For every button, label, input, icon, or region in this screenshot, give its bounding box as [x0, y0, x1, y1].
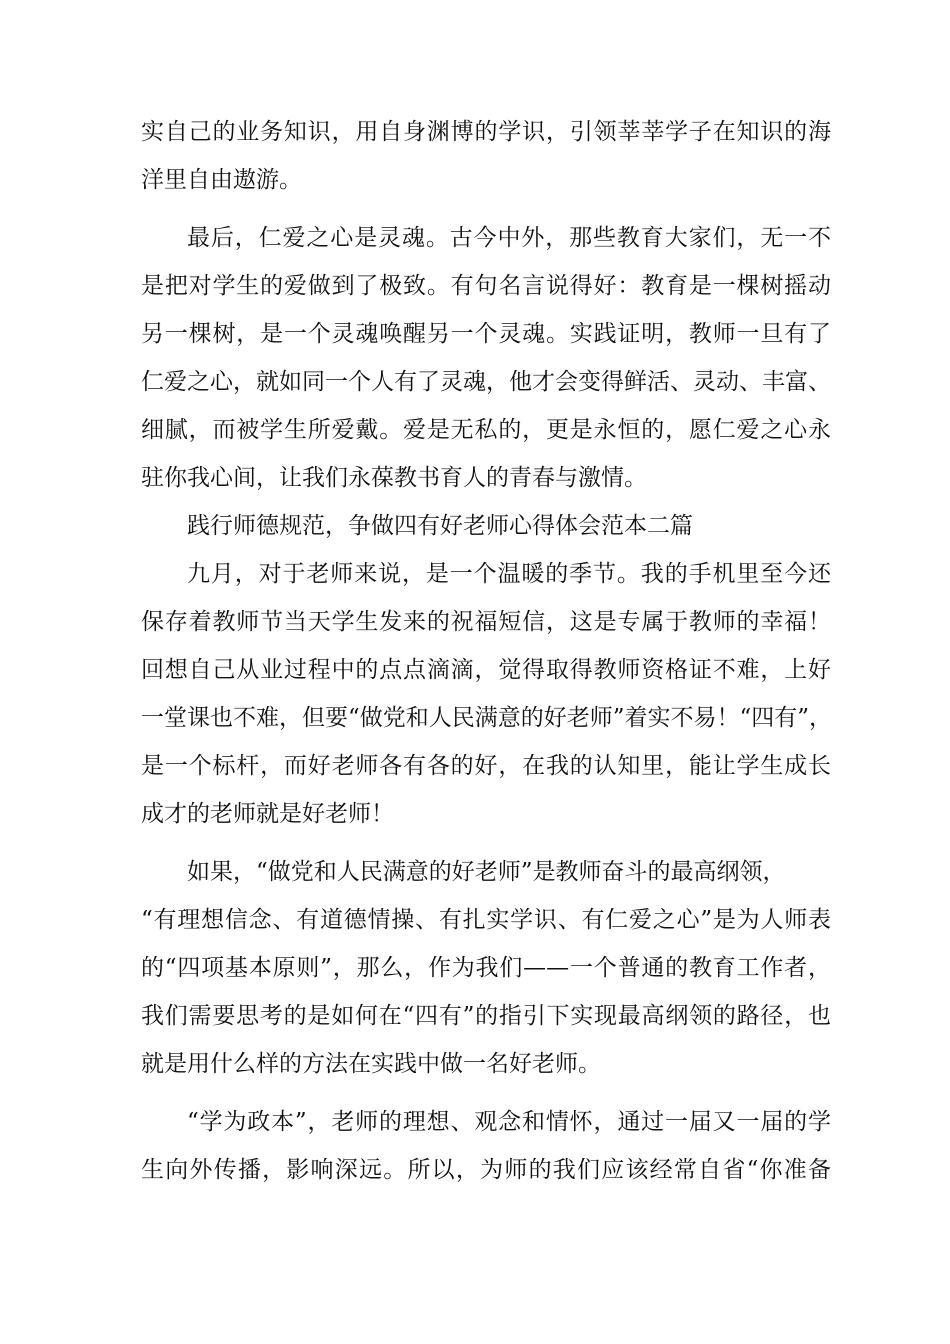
text-line: 仁爱之心，就如同一个人有了灵魂，他才会变得鲜活、灵动、丰富、 [141, 369, 831, 395]
text-line: 就是用什么样的方法在实践中做一名好老师。 [141, 1051, 601, 1077]
text-line: 细腻，而被学生所爱戴。爱是无私的，更是永恒的，愿仁爱之心永 [141, 417, 831, 443]
paragraph [141, 108, 831, 204]
document-body [141, 108, 831, 1194]
text-line: 的“四项基本原则”，那么，作为我们——一个普通的教育工作者， [141, 955, 831, 981]
paragraph [141, 1098, 831, 1194]
text-line: 生向外传播，影响深远。所以，为师的我们应该经常自省“你准备 [141, 1157, 831, 1183]
text-line: 一堂课也不难，但要“做党和人民满意的好老师”着实不易！“四有”， [141, 705, 833, 731]
text-line: 我们需要思考的是如何在“四有”的指引下实现最高纲领的路径，也 [141, 1003, 831, 1029]
text-line: 实自己的业务知识，用自身渊博的学识，引领莘莘学子在知识的海 [141, 119, 831, 145]
paragraph [141, 550, 831, 838]
text-line: 保存着教师节当天学生发来的祝福短信，这是专属于教师的幸福！ [141, 609, 831, 635]
text-line: “学为政本”，老师的理想、观念和情怀，通过一届又一届的学 [187, 1109, 831, 1135]
text-line: “有理想信念、有道德情操、有扎实学识、有仁爱之心”是为人师表 [141, 907, 831, 933]
text-line: 洋里自由遨游。 [141, 167, 302, 193]
text-line: 驻你我心间，让我们永葆教书育人的青春与激情。 [141, 465, 647, 491]
text-line: 成才的老师就是好老师！ [141, 801, 394, 827]
text-line: 九月，对于老师来说，是一个温暖的季节。我的手机里至今还 [187, 561, 831, 587]
text-line: 如果，“做党和人民满意的好老师”是教师奋斗的最高纲领， [187, 859, 786, 885]
text-line: 是一个标杆，而好老师各有各的好，在我的认知里，能让学生成长 [141, 753, 831, 779]
text-line: 另一棵树，是一个灵魂唤醒另一个灵魂。实践证明，教师一旦有了 [141, 321, 831, 347]
text-line: 回想自己从业过程中的点点滴滴，觉得取得教师资格证不难，上好 [141, 657, 831, 683]
heading-line: 践行师德规范，争做四有好老师心得体会范本二篇 [187, 513, 693, 539]
paragraph [141, 214, 831, 502]
text-line: 是把对学生的爱做到了极致。有句名言说得好：教育是一棵树摇动 [141, 273, 831, 299]
text-line: 最后，仁爱之心是灵魂。古今中外，那些教育大家们，无一不 [187, 225, 831, 251]
paragraph [141, 848, 831, 1088]
section-heading [141, 502, 831, 550]
